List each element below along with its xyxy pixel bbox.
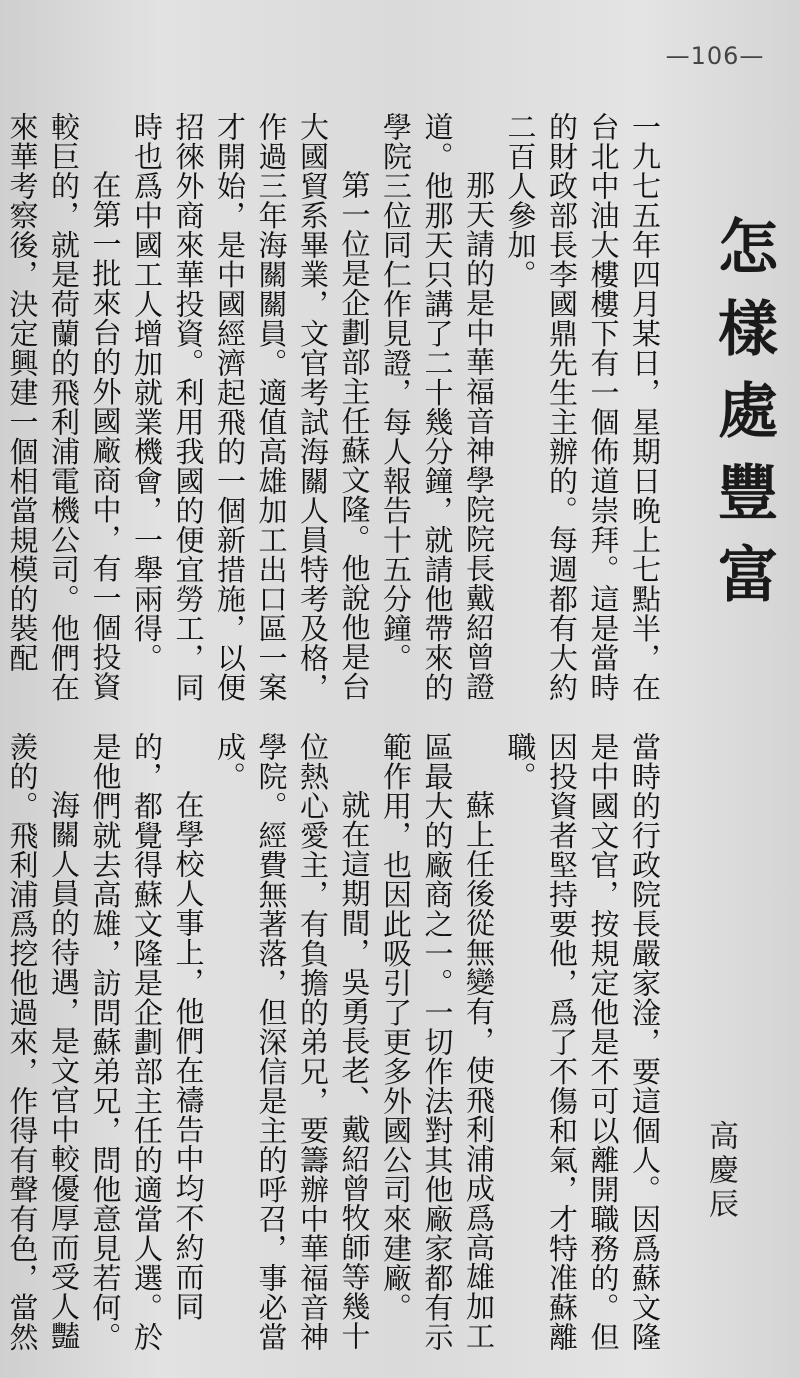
article-author: 高慶辰 xyxy=(703,1120,738,1222)
paragraph: 那天請的是中華福音神學院院長戴紹曾證道。他那天只講了二十幾分鐘，就請他帶來的學院三位同仁作見證，每人報告十五分鐘。 xyxy=(379,112,496,702)
paragraph: 第一位是企劃部主任蘇文隆。他說他是台大國貿系畢業，文官考試海關人員特考及格，作過三年海關關員。適值高雄加工出口區一案才開始，是中國經濟起飛的一個新措施，以便招徠外商來華投資。利用我國的便宜勞工，同時也爲中國工人增加就業機會，一舉兩得。 xyxy=(130,112,372,702)
page-number: —106— xyxy=(665,42,765,70)
upper-text-block xyxy=(5,112,665,707)
paragraph: 在學校人事上，他們在禱告中均不約而同的，都覺得蘇文隆是企劃部主任的適當人選。於是他們就去高雄，訪問蘇弟兄，問他意見若何。 xyxy=(88,732,206,1352)
lower-text-block xyxy=(5,732,665,1372)
paragraph: 在第一批來台的外國廠商中，有一個投資較巨的，就是荷蘭的飛利浦電機公司。他們在來華考察後，決定興建一個相當規模的裝配 xyxy=(5,112,123,702)
paragraph: 一九七五年四月某日，星期日晚上七點半，在台北中油大樓樓下有一個佈道崇拜。這是當時的財政部長李國鼎先生主辦的。每週都有大約二百人參加。 xyxy=(503,112,662,702)
paragraph: 就在這期間，吳勇長老、戴紹曾牧師等幾十位熱心愛主，有負擔的弟兄，要籌辦中華福音神學院。經費無著落，但深信是主的呼召，事必當成。 xyxy=(213,732,372,1352)
article-title: 怎樣處豐富 xyxy=(708,215,778,625)
paragraph: 蘇上任後從無變有，使飛利浦成爲高雄加工區最大的廠商之一。一切作法對其他廠家都有示範作用，也因此吸引了更多外國公司來建廠。 xyxy=(379,732,496,1352)
paragraph: 當時的行政院長嚴家淦，要這個人。因爲蘇文隆是中國文官，按規定他是不可以離開職務的。但因投資者堅持要他，爲了不傷和氣，才特准蘇離職。 xyxy=(503,732,662,1352)
paragraph: 海關人員的待遇，是文官中較優厚而受人豔羨的。飛利浦爲挖他過來，作得有聲有色，當然 xyxy=(5,732,81,1352)
